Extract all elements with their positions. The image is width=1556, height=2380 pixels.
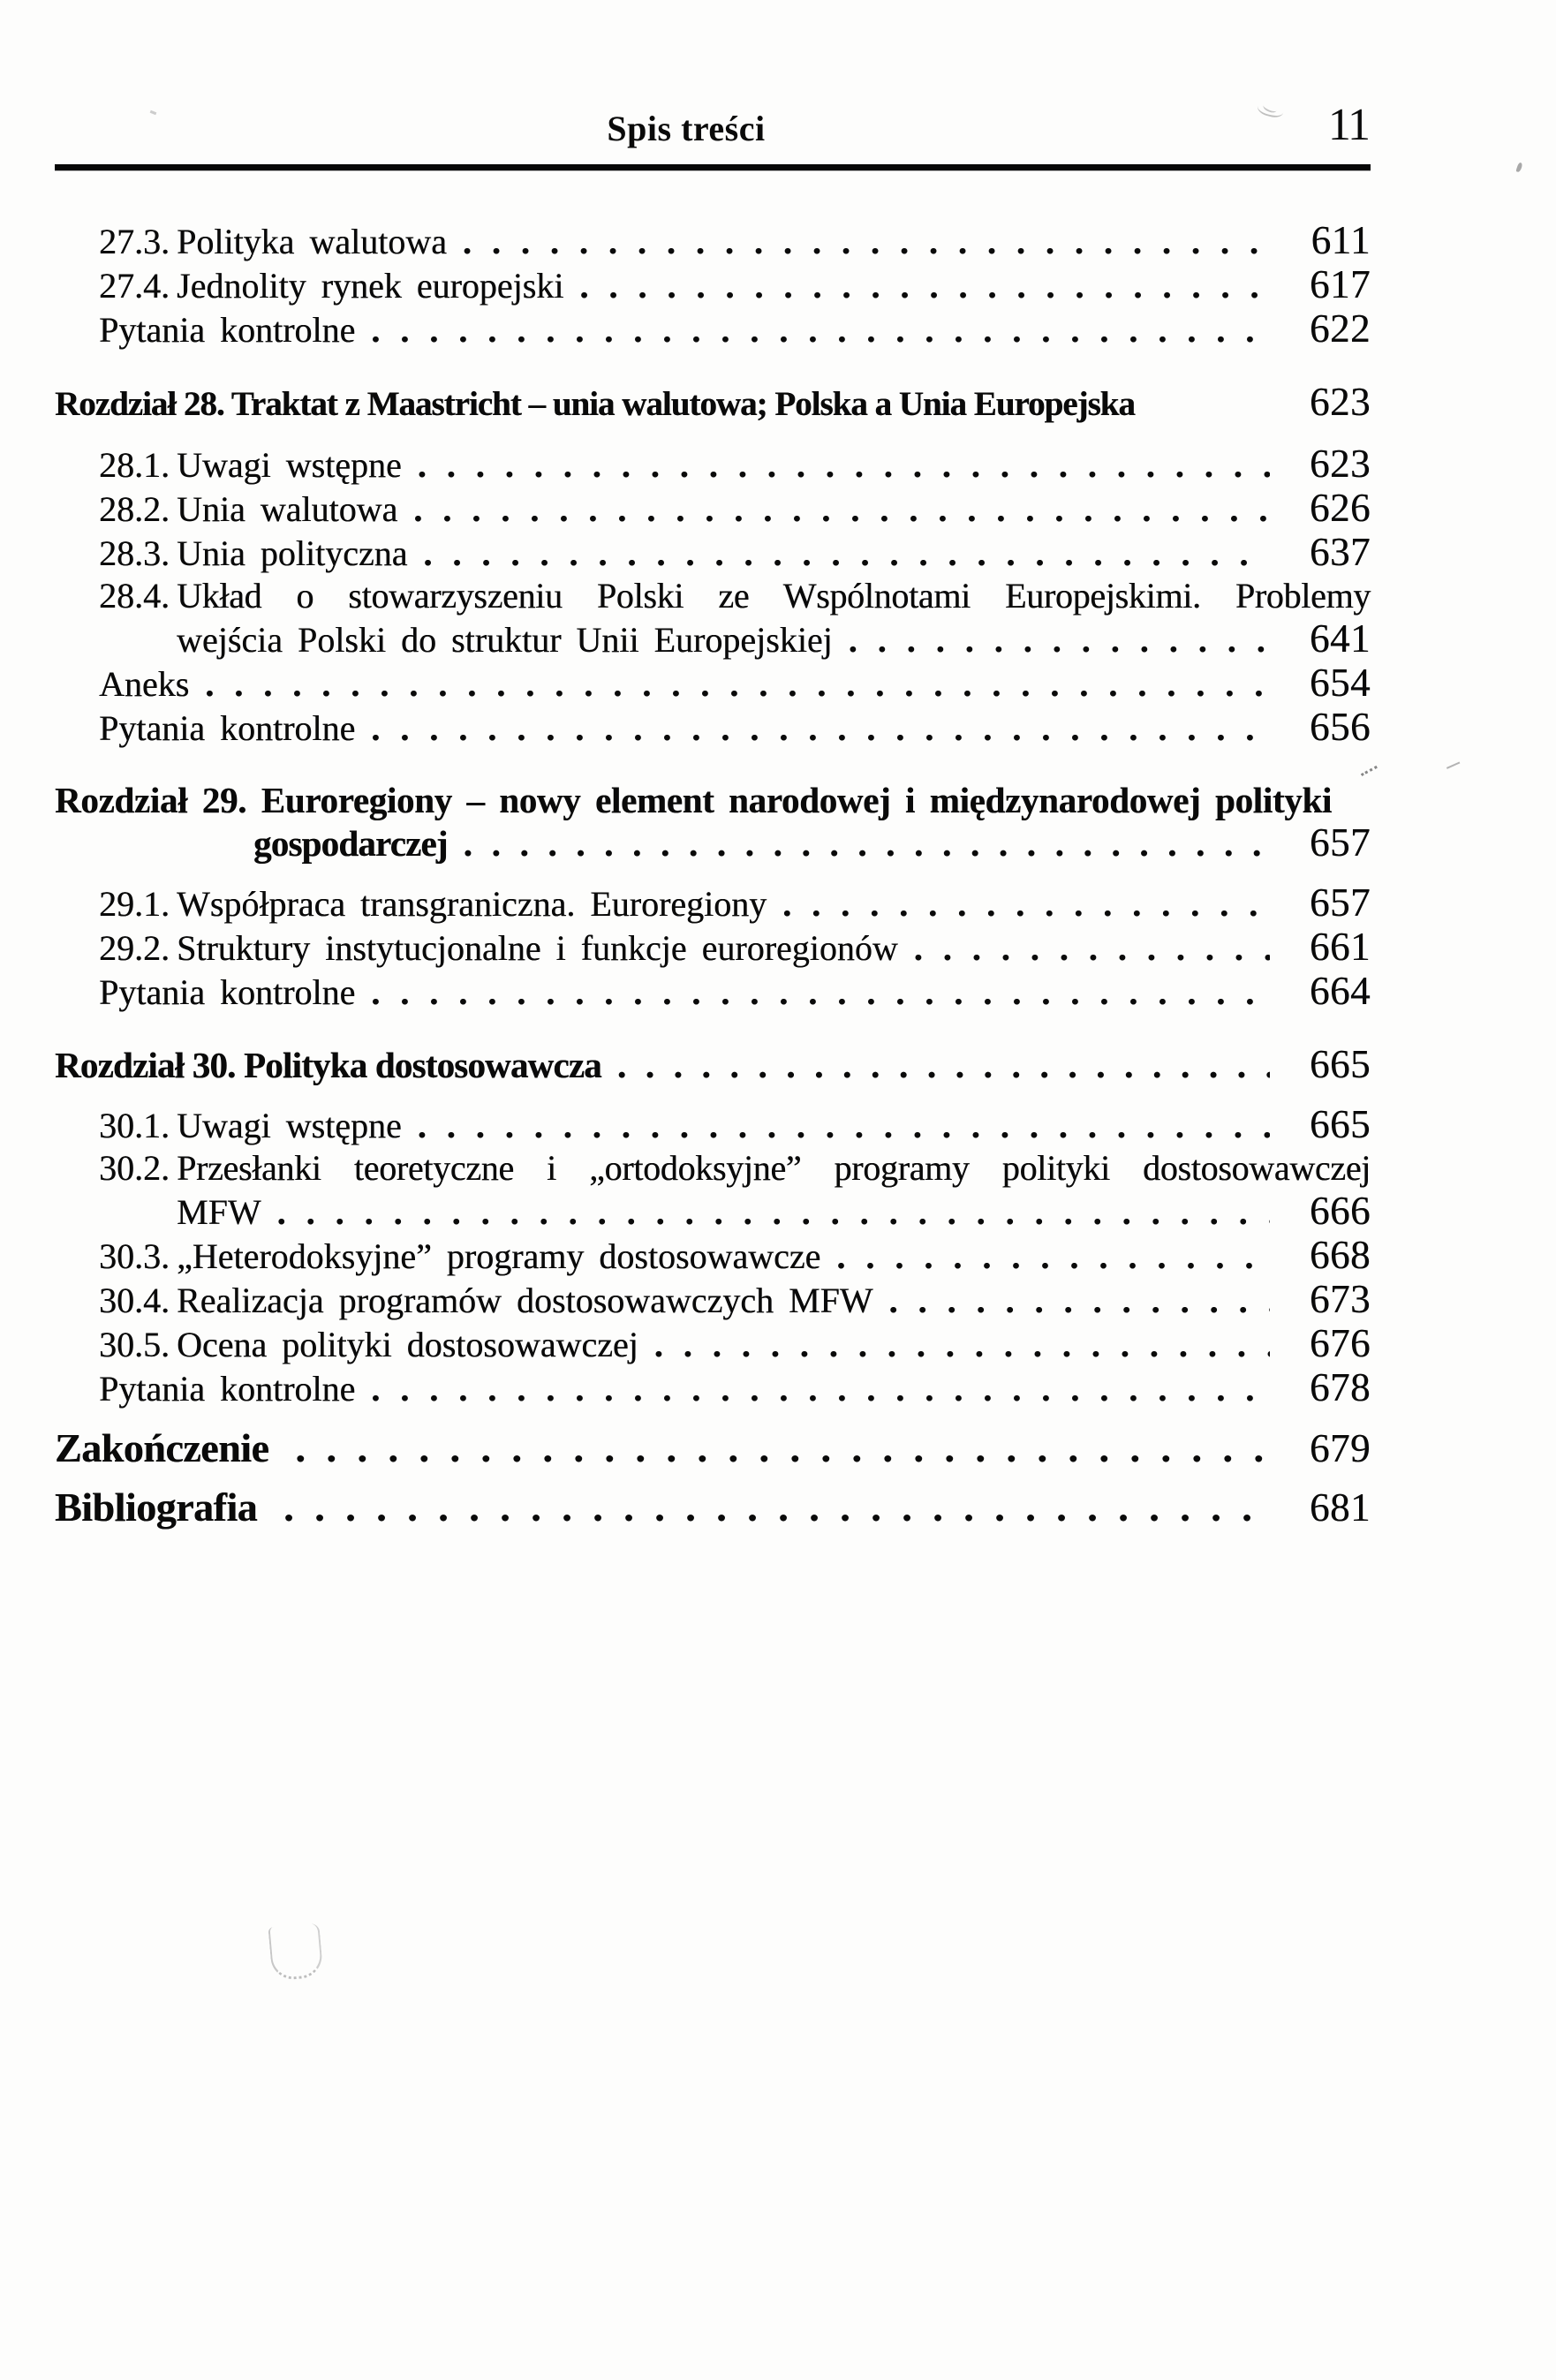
dot-leader	[205, 663, 1270, 706]
entry-page-number: 668	[1310, 1233, 1371, 1277]
entry-label: Uwagi wstępne	[177, 1106, 402, 1145]
dot-leader	[418, 1105, 1270, 1147]
dot-leader	[463, 221, 1270, 263]
entry-label: Pytania kontrolne	[99, 972, 356, 1012]
toc-entry-29-1	[55, 881, 1371, 926]
entry-label: Przesłanki teoretyczne i „ortodoksyjne” programy polityki dostosowawczej	[177, 1148, 1371, 1188]
entry-page-number: 626	[1310, 486, 1371, 530]
dot-leader	[836, 1235, 1270, 1278]
toc-entry-28-4	[55, 575, 1371, 661]
entry-label: Unia polityczna	[177, 533, 408, 573]
entry-line-2	[55, 617, 1371, 661]
dot-leader	[371, 1368, 1270, 1410]
entry-label: „Heterodoksyjne” programy dostosowawcze	[177, 1236, 821, 1276]
entry-number: 30.4.	[99, 1281, 170, 1320]
entry-label: Pytania kontrolne	[99, 1369, 356, 1409]
entry-line-2	[55, 1190, 1371, 1234]
scan-artifact-comma	[1515, 162, 1522, 172]
scan-artifact-horseshoe	[268, 1923, 323, 1982]
entry-number: 28.2.	[99, 489, 170, 529]
entry-label: Polityka walutowa	[177, 222, 447, 261]
entry-number: 30.2.	[99, 1148, 170, 1188]
dot-leader	[849, 619, 1270, 661]
chapter-title-continuation: gospodarczej	[253, 823, 448, 864]
toc-entry-rozdzial-30	[55, 1043, 1371, 1086]
chapter-title: Rozdział 28. Traktat z Maastricht – unia walutowa; Polska a Unia Europejska	[55, 385, 1135, 423]
entry-label: Pytania kontrolne	[99, 310, 356, 350]
dot-leader	[654, 1324, 1270, 1366]
entry-number: 30.3.	[99, 1236, 170, 1276]
chapter-title: Rozdział 29. Euroregiony – nowy element narodowej i międzynarodowej polityki	[55, 780, 1332, 820]
toc-entry-27-4	[55, 263, 1371, 307]
entry-page-number: 641	[1310, 616, 1371, 661]
toc-entry-27-3	[55, 219, 1371, 263]
entry-label: Uwagi wstępne	[177, 445, 402, 485]
entry-page-number: 617	[1310, 262, 1371, 306]
entry-label: Bibliografia	[55, 1485, 258, 1530]
dot-leader	[371, 707, 1270, 750]
page-content	[55, 0, 1371, 1529]
entry-page-number: 622	[1310, 306, 1371, 351]
dot-leader	[782, 883, 1270, 926]
toc-entry-30-5	[55, 1322, 1371, 1366]
toc-entry-28-1	[55, 442, 1371, 487]
entry-page-number: 664	[1310, 969, 1371, 1013]
entry-number: 27.4.	[99, 266, 170, 306]
entry-page-number: 665	[1310, 1102, 1371, 1146]
page-title: Spis treści	[607, 109, 766, 148]
toc-entry-30-3	[55, 1234, 1371, 1278]
entry-number: 30.5.	[99, 1325, 170, 1364]
header-divider	[55, 164, 1371, 170]
entry-number: 29.2.	[99, 928, 170, 968]
chapter-title-line-1	[55, 779, 1371, 821]
entry-label: Jednolity rynek europejski	[177, 266, 564, 306]
chapter-title: Rozdział 30. Polityka dostosowawcza	[55, 1045, 601, 1085]
entry-label: Unia walutowa	[177, 489, 398, 529]
entry-page-number: 623	[1310, 442, 1371, 486]
dot-leader	[295, 1427, 1270, 1470]
dot-leader	[617, 1044, 1270, 1086]
entry-number: 28.3.	[99, 533, 170, 573]
toc-entry-pytania-29	[55, 970, 1371, 1014]
toc-entry-28-3	[55, 531, 1371, 575]
entry-number: 28.1.	[99, 445, 170, 485]
toc-entry-30-4	[55, 1278, 1371, 1322]
entry-line-1	[55, 575, 1371, 617]
entry-label: Aneks	[99, 664, 190, 704]
entry-number: 27.3.	[99, 222, 170, 261]
chapter-title-line-2	[55, 821, 1371, 865]
entry-page-number: 657	[1310, 820, 1371, 865]
toc-entry-30-2	[55, 1147, 1371, 1234]
toc-entry-rozdzial-28	[55, 381, 1371, 426]
entry-number: 30.1.	[99, 1106, 170, 1145]
entry-label: Zakończenie	[55, 1425, 269, 1470]
dot-leader	[464, 822, 1270, 865]
toc-entry-pytania-27	[55, 307, 1371, 351]
entry-page-number: 666	[1310, 1189, 1371, 1233]
entry-page-number: 657	[1310, 880, 1371, 925]
entry-label: Pytania kontrolne	[99, 708, 356, 748]
entry-label-continuation: MFW	[177, 1192, 261, 1232]
toc-entry-pytania-28	[55, 706, 1371, 750]
entry-page-number: 681	[1310, 1485, 1371, 1530]
page-header	[55, 0, 1371, 164]
toc-entry-29-2	[55, 926, 1371, 970]
table-of-contents	[55, 170, 1371, 1529]
entry-page-number: 623	[1310, 380, 1371, 424]
dot-leader	[914, 927, 1270, 970]
toc-entry-28-2	[55, 487, 1371, 531]
dot-leader	[283, 1486, 1270, 1529]
toc-entry-30-1	[55, 1103, 1371, 1147]
entry-number: 28.4.	[99, 576, 170, 616]
entry-page-number: 676	[1310, 1321, 1371, 1365]
dot-leader	[371, 971, 1270, 1014]
dot-leader	[889, 1280, 1270, 1322]
entry-label: Realizacja programów dostosowawczych MFW	[177, 1281, 873, 1320]
entry-page-number: 665	[1310, 1042, 1371, 1086]
folio-page-number: 11	[1327, 100, 1369, 150]
entry-label: Ocena polityki dostosowawczej	[177, 1325, 638, 1364]
dot-leader	[371, 309, 1270, 351]
toc-entry-pytania-30	[55, 1366, 1371, 1410]
dot-leader	[277, 1191, 1270, 1234]
entry-page-number: 637	[1310, 530, 1371, 574]
entry-label-continuation: wejścia Polski do struktur Unii Europejskiej	[177, 620, 833, 660]
entry-label: Układ o stowarzyszeniu Polski ze Wspólnotami Europejskimi. Problemy	[177, 576, 1371, 616]
entry-label: Struktury instytucjonalne i funkcje euroregionów	[177, 928, 898, 968]
scan-artifact-tick	[1444, 755, 1461, 769]
entry-label: Współpraca transgraniczna. Euroregiony	[177, 884, 767, 924]
entry-page-number: 661	[1310, 925, 1371, 969]
entry-line-1	[55, 1147, 1371, 1190]
entry-number: 29.1.	[99, 884, 170, 924]
toc-entry-aneks	[55, 661, 1371, 706]
entry-page-number: 678	[1310, 1365, 1371, 1409]
entry-page-number: 679	[1310, 1426, 1371, 1470]
entry-page-number: 654	[1310, 661, 1371, 705]
toc-entry-bibliografia	[55, 1486, 1371, 1529]
dot-leader	[579, 265, 1270, 307]
toc-entry-zakonczenie	[55, 1427, 1371, 1470]
entry-page-number: 611	[1311, 218, 1371, 262]
dot-leader	[423, 533, 1270, 575]
entry-page-number: 673	[1310, 1277, 1371, 1321]
dot-leader	[413, 488, 1270, 531]
entry-page-number: 656	[1310, 705, 1371, 749]
toc-entry-rozdzial-29	[55, 779, 1371, 865]
dot-leader	[418, 444, 1270, 487]
